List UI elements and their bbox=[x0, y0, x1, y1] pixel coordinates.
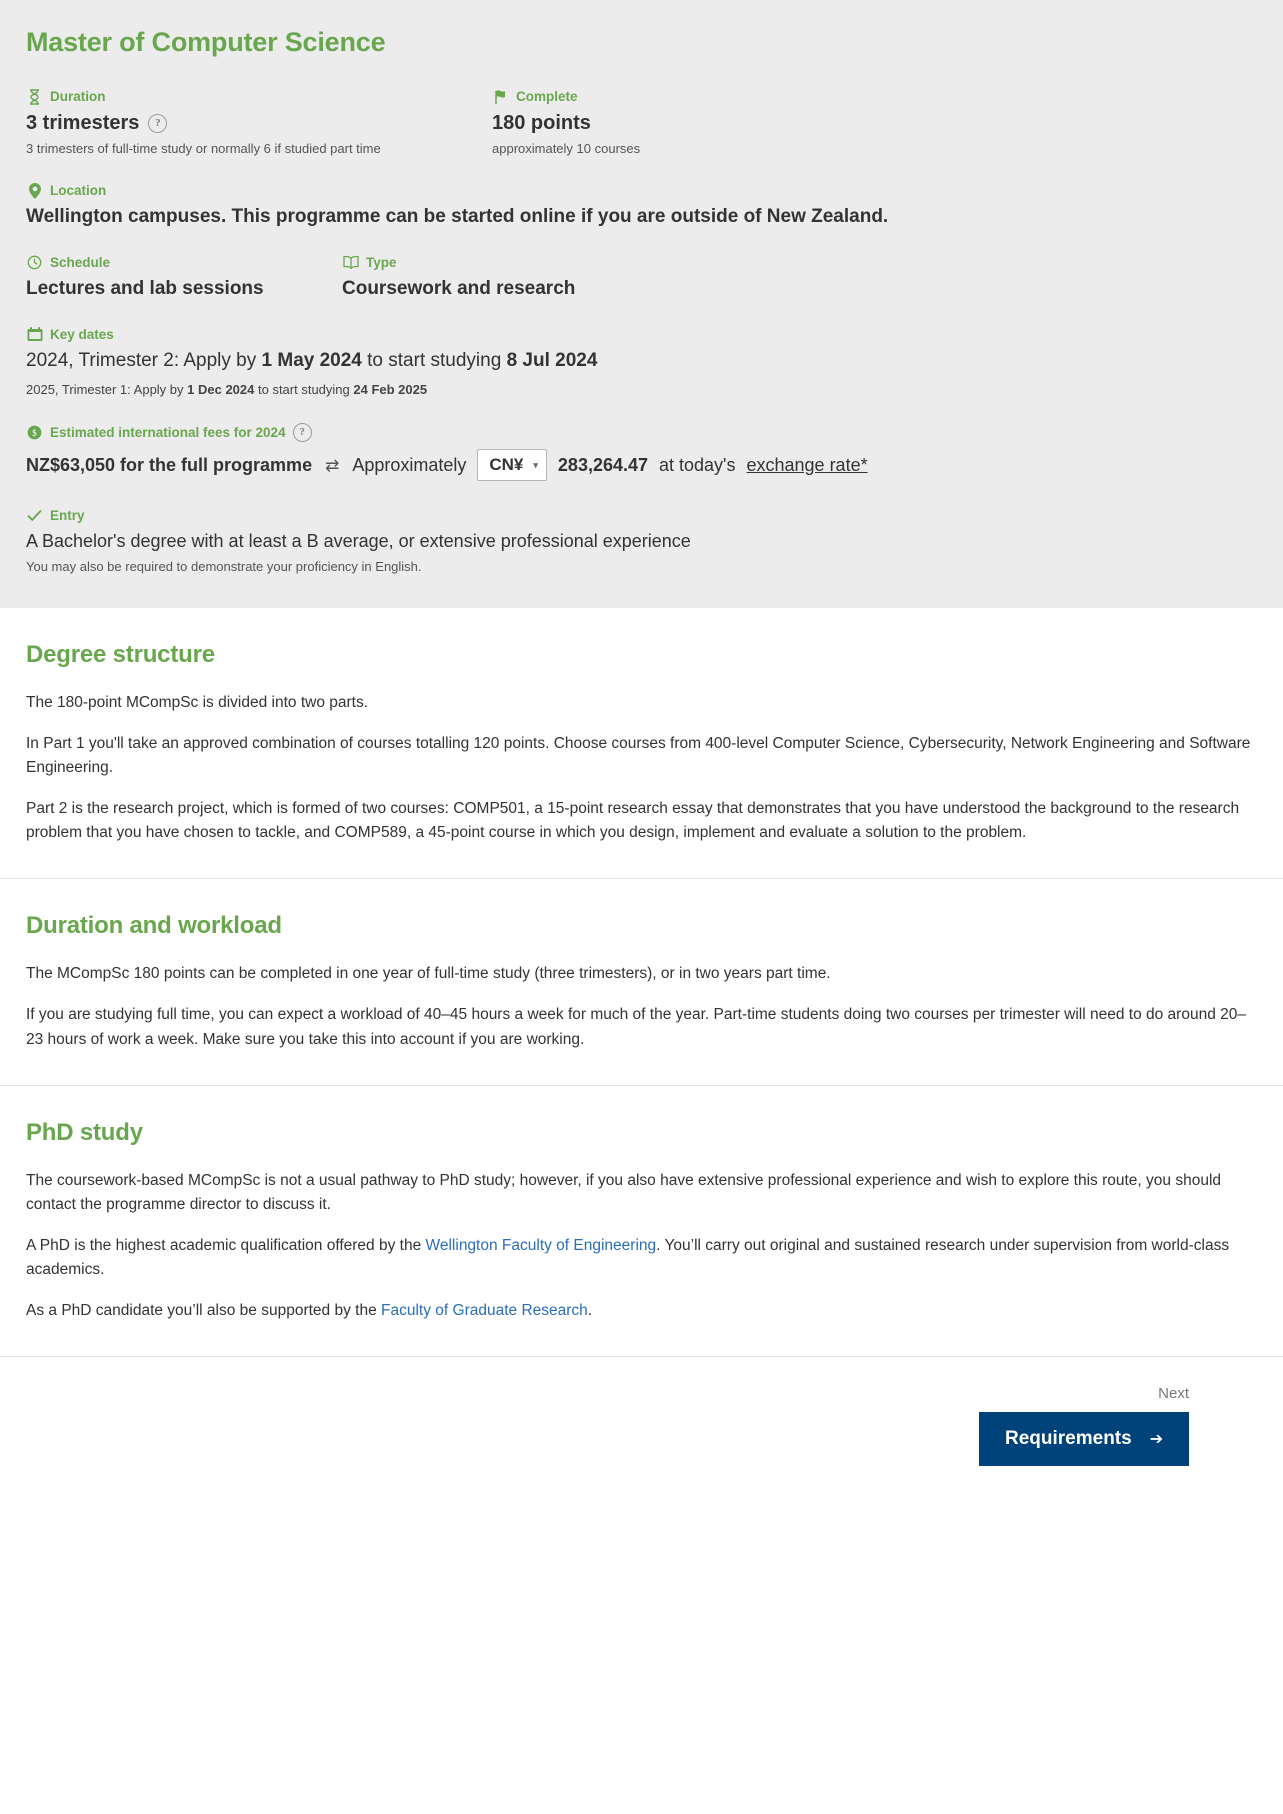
duration-value-row bbox=[26, 112, 492, 135]
fees-conversion-row bbox=[26, 449, 1257, 481]
fees-label-row bbox=[26, 423, 1257, 442]
exchange-rate-link[interactable]: exchange rate* bbox=[746, 454, 868, 475]
location-label-row bbox=[26, 182, 1257, 199]
duration-workload-paragraph: If you are studying full time, you can expect a workload of 40–45 hours a week for much of the year. Part-time students doing two courses per trimester will need to do around 20–23 hours of work a week. Make sure you take this into account if you are working. bbox=[26, 1006, 1246, 1048]
duration-label-row bbox=[26, 88, 492, 105]
entry-detail: You may also be required to demonstrate your proficiency in English. bbox=[26, 559, 422, 575]
duration-block bbox=[26, 88, 492, 156]
phd-p3-before: As a PhD candidate you’ll also be supported by the bbox=[26, 1301, 382, 1319]
page-title: Master of Computer Science bbox=[26, 27, 386, 57]
complete-label: Complete bbox=[516, 89, 578, 105]
svg-text:$: $ bbox=[32, 428, 37, 439]
phd-p3-after: . bbox=[587, 1301, 593, 1319]
phd-study-paragraph bbox=[26, 1299, 1257, 1323]
key-date-secondary-apply-by: 1 Dec 2024 bbox=[187, 382, 255, 398]
schedule-value: Lectures and lab sessions bbox=[26, 278, 264, 300]
currency-select-value: CN¥ bbox=[489, 455, 524, 475]
fees-label: Estimated international fees for 2024 bbox=[50, 425, 286, 441]
complete-label-row bbox=[492, 88, 640, 105]
chevron-down-icon: ▾ bbox=[533, 459, 538, 470]
degree-structure-paragraph: Part 2 is the research project, which is formed of two courses: COMP501, a 15-point research essay that demonstrates that you have understood the background to the research problem that you have chosen to tackle, and COMP589, a 45-point course in which you design, implement and evaluate a solution to the problem. bbox=[26, 800, 1240, 842]
key-date-secondary-start: 24 Feb 2025 bbox=[353, 382, 428, 398]
duration-complete-row bbox=[26, 88, 1257, 156]
key-dates-block bbox=[26, 326, 1257, 397]
currency-select[interactable] bbox=[477, 449, 547, 481]
phd-p2-before: A PhD is the highest academic qualification offered by the bbox=[26, 1236, 426, 1254]
fees-block bbox=[26, 423, 1257, 481]
entry-label-row bbox=[26, 507, 1257, 524]
arrow-right-icon: ➔ bbox=[1149, 1430, 1164, 1448]
fees-help-icon[interactable]: ? bbox=[293, 423, 312, 442]
duration-label: Duration bbox=[50, 89, 106, 105]
degree-structure-paragraph: In Part 1 you'll take an approved combination of courses totalling 120 points. Choose courses from 400-level Computer Science, Cybersecurity, Network Engineering and Software Engineering. bbox=[26, 735, 1251, 777]
key-date-primary-apply-by: 1 May 2024 bbox=[261, 350, 362, 372]
schedule-label: Schedule bbox=[50, 255, 111, 271]
complete-value: 180 points bbox=[492, 112, 591, 135]
phd-study-heading: PhD study bbox=[26, 1118, 143, 1146]
section-degree-structure bbox=[0, 608, 1283, 879]
duration-workload-heading: Duration and workload bbox=[26, 912, 282, 940]
duration-workload-paragraph: The MCompSc 180 points can be completed in one year of full-time study (three trimesters), or in two years part time. bbox=[26, 965, 831, 983]
wellington-faculty-engineering-link[interactable]: Wellington Faculty of Engineering bbox=[425, 1236, 657, 1254]
key-date-secondary bbox=[26, 382, 1257, 397]
key-date-primary-prefix: 2024, Trimester 2: Apply by bbox=[26, 350, 262, 372]
clock-icon bbox=[26, 254, 43, 271]
phd-study-paragraph bbox=[26, 1234, 1257, 1282]
type-block bbox=[342, 254, 575, 300]
key-date-primary-start: 8 Jul 2024 bbox=[506, 350, 598, 372]
calendar-icon bbox=[26, 326, 43, 343]
section-duration-workload bbox=[0, 879, 1283, 1085]
fees-suffix: at today's bbox=[659, 454, 736, 475]
location-value: Wellington campuses. This programme can be started online if you are outside of New Zealand. bbox=[26, 206, 889, 228]
section-phd-study bbox=[0, 1086, 1283, 1357]
book-icon bbox=[342, 254, 359, 271]
type-value: Coursework and research bbox=[342, 278, 576, 300]
exchange-arrows-icon: ⇄ bbox=[325, 455, 340, 475]
key-date-secondary-middle: to start studying bbox=[254, 382, 354, 398]
phd-p2-after: . You’ll carry out original and sustained research under supervision from world-class academics. bbox=[26, 1236, 1230, 1278]
duration-value: 3 trimesters bbox=[26, 112, 140, 135]
check-icon bbox=[26, 507, 43, 524]
schedule-block bbox=[26, 254, 342, 300]
duration-help-icon[interactable]: ? bbox=[148, 114, 167, 133]
key-date-secondary-prefix: 2025, Trimester 1: Apply by bbox=[26, 382, 188, 398]
faculty-graduate-research-link[interactable]: Faculty of Graduate Research bbox=[381, 1301, 588, 1319]
key-dates-label: Key dates bbox=[50, 327, 114, 343]
complete-detail: approximately 10 courses bbox=[492, 141, 641, 157]
type-label-row bbox=[342, 254, 575, 271]
duration-detail: 3 trimesters of full-time study or normally 6 if studied part time bbox=[26, 141, 381, 157]
location-label: Location bbox=[50, 183, 107, 199]
next-label: Next bbox=[1158, 1384, 1189, 1402]
fees-approx-word: Approximately bbox=[352, 454, 467, 475]
phd-study-paragraph: The coursework-based MCompSc is not a usual pathway to PhD study; however, if you also have extensive professional experience and wish to explore this route, you should contact the programme director to discuss it. bbox=[26, 1171, 1222, 1213]
entry-block bbox=[26, 507, 1257, 574]
schedule-type-row bbox=[26, 254, 1257, 300]
entry-label: Entry bbox=[50, 508, 85, 524]
flag-icon bbox=[492, 88, 509, 105]
fees-converted-amount: 283,264.47 bbox=[557, 454, 649, 475]
degree-structure-heading: Degree structure bbox=[26, 641, 215, 669]
next-requirements-button[interactable] bbox=[979, 1412, 1189, 1466]
type-label: Type bbox=[366, 255, 397, 271]
key-date-primary bbox=[26, 350, 1257, 372]
next-button-label: Requirements bbox=[1005, 1427, 1132, 1449]
programme-summary-panel bbox=[0, 0, 1283, 608]
footer-navigation bbox=[0, 1357, 1283, 1466]
degree-structure-paragraph: The 180-point MCompSc is divided into two parts. bbox=[26, 694, 369, 712]
entry-value: A Bachelor's degree with at least a B average, or extensive professional experience bbox=[26, 531, 691, 552]
key-dates-label-row bbox=[26, 326, 1257, 343]
key-date-primary-middle: to start studying bbox=[361, 350, 507, 372]
dollar-circle-icon bbox=[26, 424, 43, 441]
schedule-label-row bbox=[26, 254, 342, 271]
hourglass-icon bbox=[26, 88, 43, 105]
map-pin-icon bbox=[26, 182, 43, 199]
fees-amount: NZ$63,050 for the full programme bbox=[26, 454, 313, 475]
location-block bbox=[26, 182, 1257, 228]
complete-block bbox=[492, 88, 640, 156]
